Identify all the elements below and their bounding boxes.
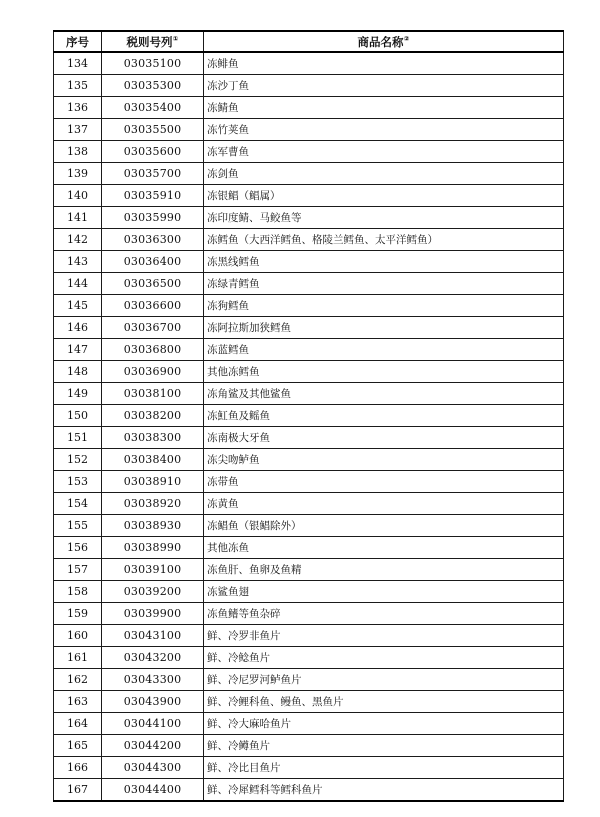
table-row xyxy=(54,427,564,449)
tariff-code-cell: 03043300 xyxy=(102,669,204,691)
table-row xyxy=(54,163,564,185)
product-name-cell: 鲜、冷尼罗河鲈鱼片 xyxy=(204,669,564,691)
tariff-code-cell: 03038930 xyxy=(102,515,204,537)
header-tariff-code: 税则号列① xyxy=(102,31,204,52)
tariff-code-cell: 03043200 xyxy=(102,647,204,669)
tariff-code-cell: 03035400 xyxy=(102,97,204,119)
table-row xyxy=(54,515,564,537)
table-row xyxy=(54,251,564,273)
table-row xyxy=(54,449,564,471)
header-row xyxy=(54,31,564,52)
product-name-cell: 其他冻鱼 xyxy=(204,537,564,559)
serial-number-cell: 156 xyxy=(54,537,102,559)
table-row xyxy=(54,141,564,163)
table-row xyxy=(54,185,564,207)
table-row xyxy=(54,603,564,625)
tariff-code-cell: 03038920 xyxy=(102,493,204,515)
footnote-marker-1: ① xyxy=(172,34,179,43)
serial-number-cell: 148 xyxy=(54,361,102,383)
tariff-code-cell: 03036800 xyxy=(102,339,204,361)
tariff-code-cell: 03036400 xyxy=(102,251,204,273)
product-name-cell: 冻鲳鱼（银鲳除外） xyxy=(204,515,564,537)
document-page xyxy=(53,30,563,802)
tariff-code-cell: 03035700 xyxy=(102,163,204,185)
tariff-code-cell: 03044300 xyxy=(102,757,204,779)
product-name-cell: 冻南极大牙鱼 xyxy=(204,427,564,449)
product-name-cell: 冻魟鱼及鳐鱼 xyxy=(204,405,564,427)
table-row xyxy=(54,581,564,603)
product-name-cell: 鲜、冷鲶鱼片 xyxy=(204,647,564,669)
serial-number-cell: 145 xyxy=(54,295,102,317)
product-name-cell: 其他冻鳕鱼 xyxy=(204,361,564,383)
serial-number-cell: 149 xyxy=(54,383,102,405)
tariff-code-cell: 03035990 xyxy=(102,207,204,229)
table-row xyxy=(54,471,564,493)
table-row xyxy=(54,405,564,427)
tariff-code-cell: 03035100 xyxy=(102,52,204,75)
product-name-cell: 冻黄鱼 xyxy=(204,493,564,515)
serial-number-cell: 157 xyxy=(54,559,102,581)
table-row xyxy=(54,559,564,581)
tariff-code-cell: 03044100 xyxy=(102,713,204,735)
serial-number-cell: 144 xyxy=(54,273,102,295)
serial-number-cell: 159 xyxy=(54,603,102,625)
serial-number-cell: 161 xyxy=(54,647,102,669)
tariff-code-cell: 03038100 xyxy=(102,383,204,405)
tariff-code-cell: 03035500 xyxy=(102,119,204,141)
table-row xyxy=(54,361,564,383)
serial-number-cell: 142 xyxy=(54,229,102,251)
product-name-cell: 冻黑线鳕鱼 xyxy=(204,251,564,273)
serial-number-cell: 140 xyxy=(54,185,102,207)
table-row xyxy=(54,97,564,119)
serial-number-cell: 147 xyxy=(54,339,102,361)
product-name-cell: 冻鲨鱼翅 xyxy=(204,581,564,603)
table-row xyxy=(54,383,564,405)
product-name-cell: 冻带鱼 xyxy=(204,471,564,493)
table-row xyxy=(54,52,564,75)
tariff-code-cell: 03036700 xyxy=(102,317,204,339)
table-row xyxy=(54,75,564,97)
tariff-code-cell: 03039100 xyxy=(102,559,204,581)
table-row xyxy=(54,669,564,691)
serial-number-cell: 158 xyxy=(54,581,102,603)
footnote-marker-2: ② xyxy=(403,34,410,43)
tariff-code-cell: 03038300 xyxy=(102,427,204,449)
table-row xyxy=(54,273,564,295)
tariff-code-cell: 03038400 xyxy=(102,449,204,471)
tariff-code-cell: 03044400 xyxy=(102,779,204,802)
product-name-cell: 冻银鲳（鲳属） xyxy=(204,185,564,207)
serial-number-cell: 134 xyxy=(54,52,102,75)
product-name-cell: 冻鲭鱼 xyxy=(204,97,564,119)
product-name-cell: 鲜、冷罗非鱼片 xyxy=(204,625,564,647)
serial-number-cell: 143 xyxy=(54,251,102,273)
tariff-code-cell: 03035600 xyxy=(102,141,204,163)
tariff-code-cell: 03044200 xyxy=(102,735,204,757)
tariff-code-cell: 03038200 xyxy=(102,405,204,427)
tariff-code-cell: 03039900 xyxy=(102,603,204,625)
product-name-cell: 冻军曹鱼 xyxy=(204,141,564,163)
product-name-cell: 鲜、冷大麻哈鱼片 xyxy=(204,713,564,735)
table-row xyxy=(54,691,564,713)
product-name-cell: 冻印度鲭、马鲛鱼等 xyxy=(204,207,564,229)
tariff-code-cell: 03036600 xyxy=(102,295,204,317)
product-name-cell: 冻尖吻鲈鱼 xyxy=(204,449,564,471)
serial-number-cell: 136 xyxy=(54,97,102,119)
serial-number-cell: 163 xyxy=(54,691,102,713)
serial-number-cell: 162 xyxy=(54,669,102,691)
serial-number-cell: 153 xyxy=(54,471,102,493)
product-name-cell: 冻竹荚鱼 xyxy=(204,119,564,141)
table-row xyxy=(54,493,564,515)
serial-number-cell: 160 xyxy=(54,625,102,647)
product-name-cell: 冻沙丁鱼 xyxy=(204,75,564,97)
serial-number-cell: 141 xyxy=(54,207,102,229)
product-name-cell: 冻阿拉斯加狭鳕鱼 xyxy=(204,317,564,339)
table-row xyxy=(54,779,564,802)
table-row xyxy=(54,207,564,229)
header-product-name: 商品名称② xyxy=(204,31,564,52)
serial-number-cell: 137 xyxy=(54,119,102,141)
product-name-cell: 冻绿青鳕鱼 xyxy=(204,273,564,295)
serial-number-cell: 152 xyxy=(54,449,102,471)
table-row xyxy=(54,735,564,757)
product-name-cell: 鲜、冷比目鱼片 xyxy=(204,757,564,779)
tariff-code-cell: 03035910 xyxy=(102,185,204,207)
tariff-code-cell: 03036300 xyxy=(102,229,204,251)
table-body xyxy=(54,52,564,801)
table-row xyxy=(54,713,564,735)
serial-number-cell: 164 xyxy=(54,713,102,735)
table-row xyxy=(54,339,564,361)
serial-number-cell: 165 xyxy=(54,735,102,757)
serial-number-cell: 155 xyxy=(54,515,102,537)
tariff-code-cell: 03039200 xyxy=(102,581,204,603)
tariff-code-cell: 03038910 xyxy=(102,471,204,493)
tariff-code-cell: 03036900 xyxy=(102,361,204,383)
serial-number-cell: 146 xyxy=(54,317,102,339)
serial-number-cell: 135 xyxy=(54,75,102,97)
serial-number-cell: 150 xyxy=(54,405,102,427)
serial-number-cell: 154 xyxy=(54,493,102,515)
table-row xyxy=(54,295,564,317)
table-row xyxy=(54,625,564,647)
tariff-table xyxy=(53,30,564,802)
product-name-cell: 冻鱼肝、鱼卵及鱼精 xyxy=(204,559,564,581)
serial-number-cell: 139 xyxy=(54,163,102,185)
product-name-cell: 冻剑鱼 xyxy=(204,163,564,185)
product-name-cell: 冻鳕鱼（大西洋鳕鱼、格陵兰鳕鱼、太平洋鳕鱼） xyxy=(204,229,564,251)
serial-number-cell: 167 xyxy=(54,779,102,802)
table-row xyxy=(54,119,564,141)
table-row xyxy=(54,757,564,779)
tariff-code-cell: 03043100 xyxy=(102,625,204,647)
table-row xyxy=(54,537,564,559)
tariff-code-cell: 03043900 xyxy=(102,691,204,713)
product-name-cell: 冻鲱鱼 xyxy=(204,52,564,75)
table-row xyxy=(54,317,564,339)
tariff-code-cell: 03035300 xyxy=(102,75,204,97)
serial-number-cell: 151 xyxy=(54,427,102,449)
table-header xyxy=(54,31,564,52)
product-name-cell: 鲜、冷鳟鱼片 xyxy=(204,735,564,757)
product-name-cell: 冻鱼鳍等鱼杂碎 xyxy=(204,603,564,625)
tariff-code-cell: 03036500 xyxy=(102,273,204,295)
serial-number-cell: 138 xyxy=(54,141,102,163)
product-name-cell: 鲜、冷犀鳕科等鳕科鱼片 xyxy=(204,779,564,802)
table-row xyxy=(54,647,564,669)
serial-number-cell: 166 xyxy=(54,757,102,779)
table-row xyxy=(54,229,564,251)
tariff-code-cell: 03038990 xyxy=(102,537,204,559)
product-name-cell: 冻狗鳕鱼 xyxy=(204,295,564,317)
product-name-cell: 冻蓝鳕鱼 xyxy=(204,339,564,361)
product-name-cell: 鲜、冷鲤科鱼、鳗鱼、黑鱼片 xyxy=(204,691,564,713)
product-name-cell: 冻角鲨及其他鲨鱼 xyxy=(204,383,564,405)
header-serial-number: 序号 xyxy=(54,31,102,52)
